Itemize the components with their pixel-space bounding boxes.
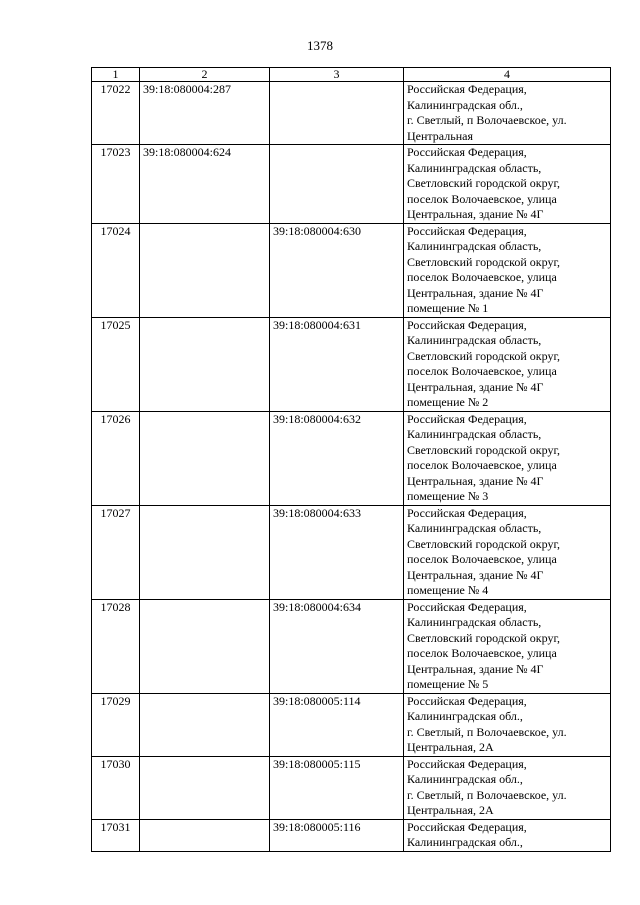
address-cell — [404, 411, 611, 505]
address-cell — [404, 819, 611, 851]
table-row — [92, 223, 611, 317]
address-line: помещение № 4 — [407, 583, 489, 597]
cadastral-object-cell: 39:18:080005:116 — [270, 819, 404, 851]
column-header-2: 2 — [140, 68, 270, 82]
cadastral-object-cell: 39:18:080004:631 — [270, 317, 404, 411]
address-line: поселок Волочаевское, улица — [407, 552, 557, 566]
address-line: Российская Федерация, — [407, 693, 527, 708]
table-row — [92, 145, 611, 224]
table-row — [92, 819, 611, 851]
address-line: Российская Федерация, — [407, 223, 527, 238]
cadastral-land-cell — [140, 411, 270, 505]
address-line: Калининградская область, — [407, 427, 542, 441]
address-line: Центральная, 2А — [407, 740, 494, 754]
address-line: помещение № 5 — [407, 677, 489, 691]
row-id-cell: 17030 — [92, 756, 140, 819]
table-row — [92, 693, 611, 756]
row-id-cell: 17022 — [92, 82, 140, 145]
address-line: Центральная, здание № 4Г — [407, 661, 544, 676]
address-line: Светловский городской округ, — [407, 630, 561, 645]
table-row — [92, 411, 611, 505]
table-row — [92, 599, 611, 693]
cadastral-land-cell — [140, 693, 270, 756]
address-line: Калининградская обл., — [407, 835, 523, 849]
address-line: Светловский городской округ, — [407, 536, 561, 551]
table-row — [92, 505, 611, 599]
address-line: поселок Волочаевское, улица — [407, 646, 557, 660]
address-line: помещение № 1 — [407, 301, 489, 315]
table-row — [92, 756, 611, 819]
address-line: помещение № 2 — [407, 395, 489, 409]
column-header-4: 4 — [404, 68, 611, 82]
address-line: Калининградская область, — [407, 333, 542, 347]
column-header-3: 3 — [270, 68, 404, 82]
cadastral-land-cell — [140, 317, 270, 411]
row-id-cell: 17031 — [92, 819, 140, 851]
cadastral-object-cell: 39:18:080004:632 — [270, 411, 404, 505]
cadastral-land-cell — [140, 505, 270, 599]
address-line: Калининградская область, — [407, 521, 542, 535]
address-line: Центральная, здание № 4Г — [407, 473, 544, 488]
address-line: Светловский городской округ, — [407, 254, 561, 269]
row-id-cell: 17026 — [92, 411, 140, 505]
page-number: 1378 — [307, 38, 333, 53]
row-id-cell: 17027 — [92, 505, 140, 599]
table-header-row — [92, 68, 611, 82]
address-cell — [404, 82, 611, 145]
address-line: Центральная, здание № 4Г — [407, 379, 544, 394]
address-line: Центральная, 2А — [407, 803, 494, 817]
address-line: Российская Федерация, — [407, 82, 527, 96]
address-line: Российская Федерация, — [407, 317, 527, 332]
cadastral-land-cell — [140, 223, 270, 317]
address-line: Калининградская обл., — [407, 97, 523, 112]
address-cell — [404, 505, 611, 599]
column-header-1: 1 — [92, 68, 140, 82]
cadastral-land-cell — [140, 756, 270, 819]
address-line: Калининградская область, — [407, 160, 542, 175]
address-line: Российская Федерация, — [407, 411, 527, 426]
address-line: Калининградская область, — [407, 615, 542, 629]
row-id-cell: 17024 — [92, 223, 140, 317]
address-line: Российская Федерация, — [407, 756, 527, 771]
address-line: Центральная, здание № 4Г — [407, 285, 544, 300]
row-id-cell: 17029 — [92, 693, 140, 756]
cadastral-land-cell: 39:18:080004:287 — [140, 82, 270, 145]
address-cell — [404, 145, 611, 224]
address-line: г. Светлый, п Волочаевское, ул. — [407, 724, 567, 739]
registry-table — [91, 67, 611, 852]
address-line: Российская Федерация, — [407, 145, 527, 159]
cadastral-land-cell — [140, 819, 270, 851]
table-row — [92, 82, 611, 145]
cadastral-land-cell — [140, 599, 270, 693]
cadastral-object-cell — [270, 145, 404, 224]
cadastral-object-cell: 39:18:080005:114 — [270, 693, 404, 756]
address-cell — [404, 317, 611, 411]
address-line: поселок Волочаевское, улица — [407, 364, 557, 378]
address-line: Калининградская обл., — [407, 709, 523, 723]
address-line: поселок Волочаевское, улица — [407, 270, 557, 284]
address-line: Российская Федерация, — [407, 505, 527, 520]
address-cell — [404, 693, 611, 756]
address-line: поселок Волочаевское, улица — [407, 191, 557, 206]
address-line: помещение № 3 — [407, 489, 489, 503]
address-line: Светловский городской округ, — [407, 348, 561, 363]
address-line: Светловский городской округ, — [407, 442, 561, 457]
cadastral-land-cell: 39:18:080004:624 — [140, 145, 270, 224]
address-cell — [404, 223, 611, 317]
address-cell — [404, 599, 611, 693]
address-line: Российская Федерация, — [407, 819, 527, 834]
address-line: Калининградская обл., — [407, 772, 523, 786]
cadastral-object-cell: 39:18:080004:634 — [270, 599, 404, 693]
address-line: г. Светлый, п Волочаевское, ул. — [407, 113, 567, 127]
table-row — [92, 317, 611, 411]
row-id-cell: 17028 — [92, 599, 140, 693]
cadastral-object-cell: 39:18:080004:633 — [270, 505, 404, 599]
address-line: Калининградская область, — [407, 239, 542, 253]
cadastral-object-cell: 39:18:080005:115 — [270, 756, 404, 819]
address-line: Центральная, здание № 4Г — [407, 567, 544, 582]
address-line: Светловский городской округ, — [407, 176, 561, 190]
address-line: г. Светлый, п Волочаевское, ул. — [407, 787, 567, 802]
address-cell — [404, 756, 611, 819]
cadastral-object-cell: 39:18:080004:630 — [270, 223, 404, 317]
address-line: Центральная — [407, 128, 473, 143]
cadastral-object-cell — [270, 82, 404, 145]
address-line: Российская Федерация, — [407, 599, 527, 614]
address-line: Центральная, здание № 4Г — [407, 207, 544, 221]
row-id-cell: 17025 — [92, 317, 140, 411]
address-line: поселок Волочаевское, улица — [407, 458, 557, 472]
registry-table-body — [92, 68, 611, 852]
row-id-cell: 17023 — [92, 145, 140, 224]
